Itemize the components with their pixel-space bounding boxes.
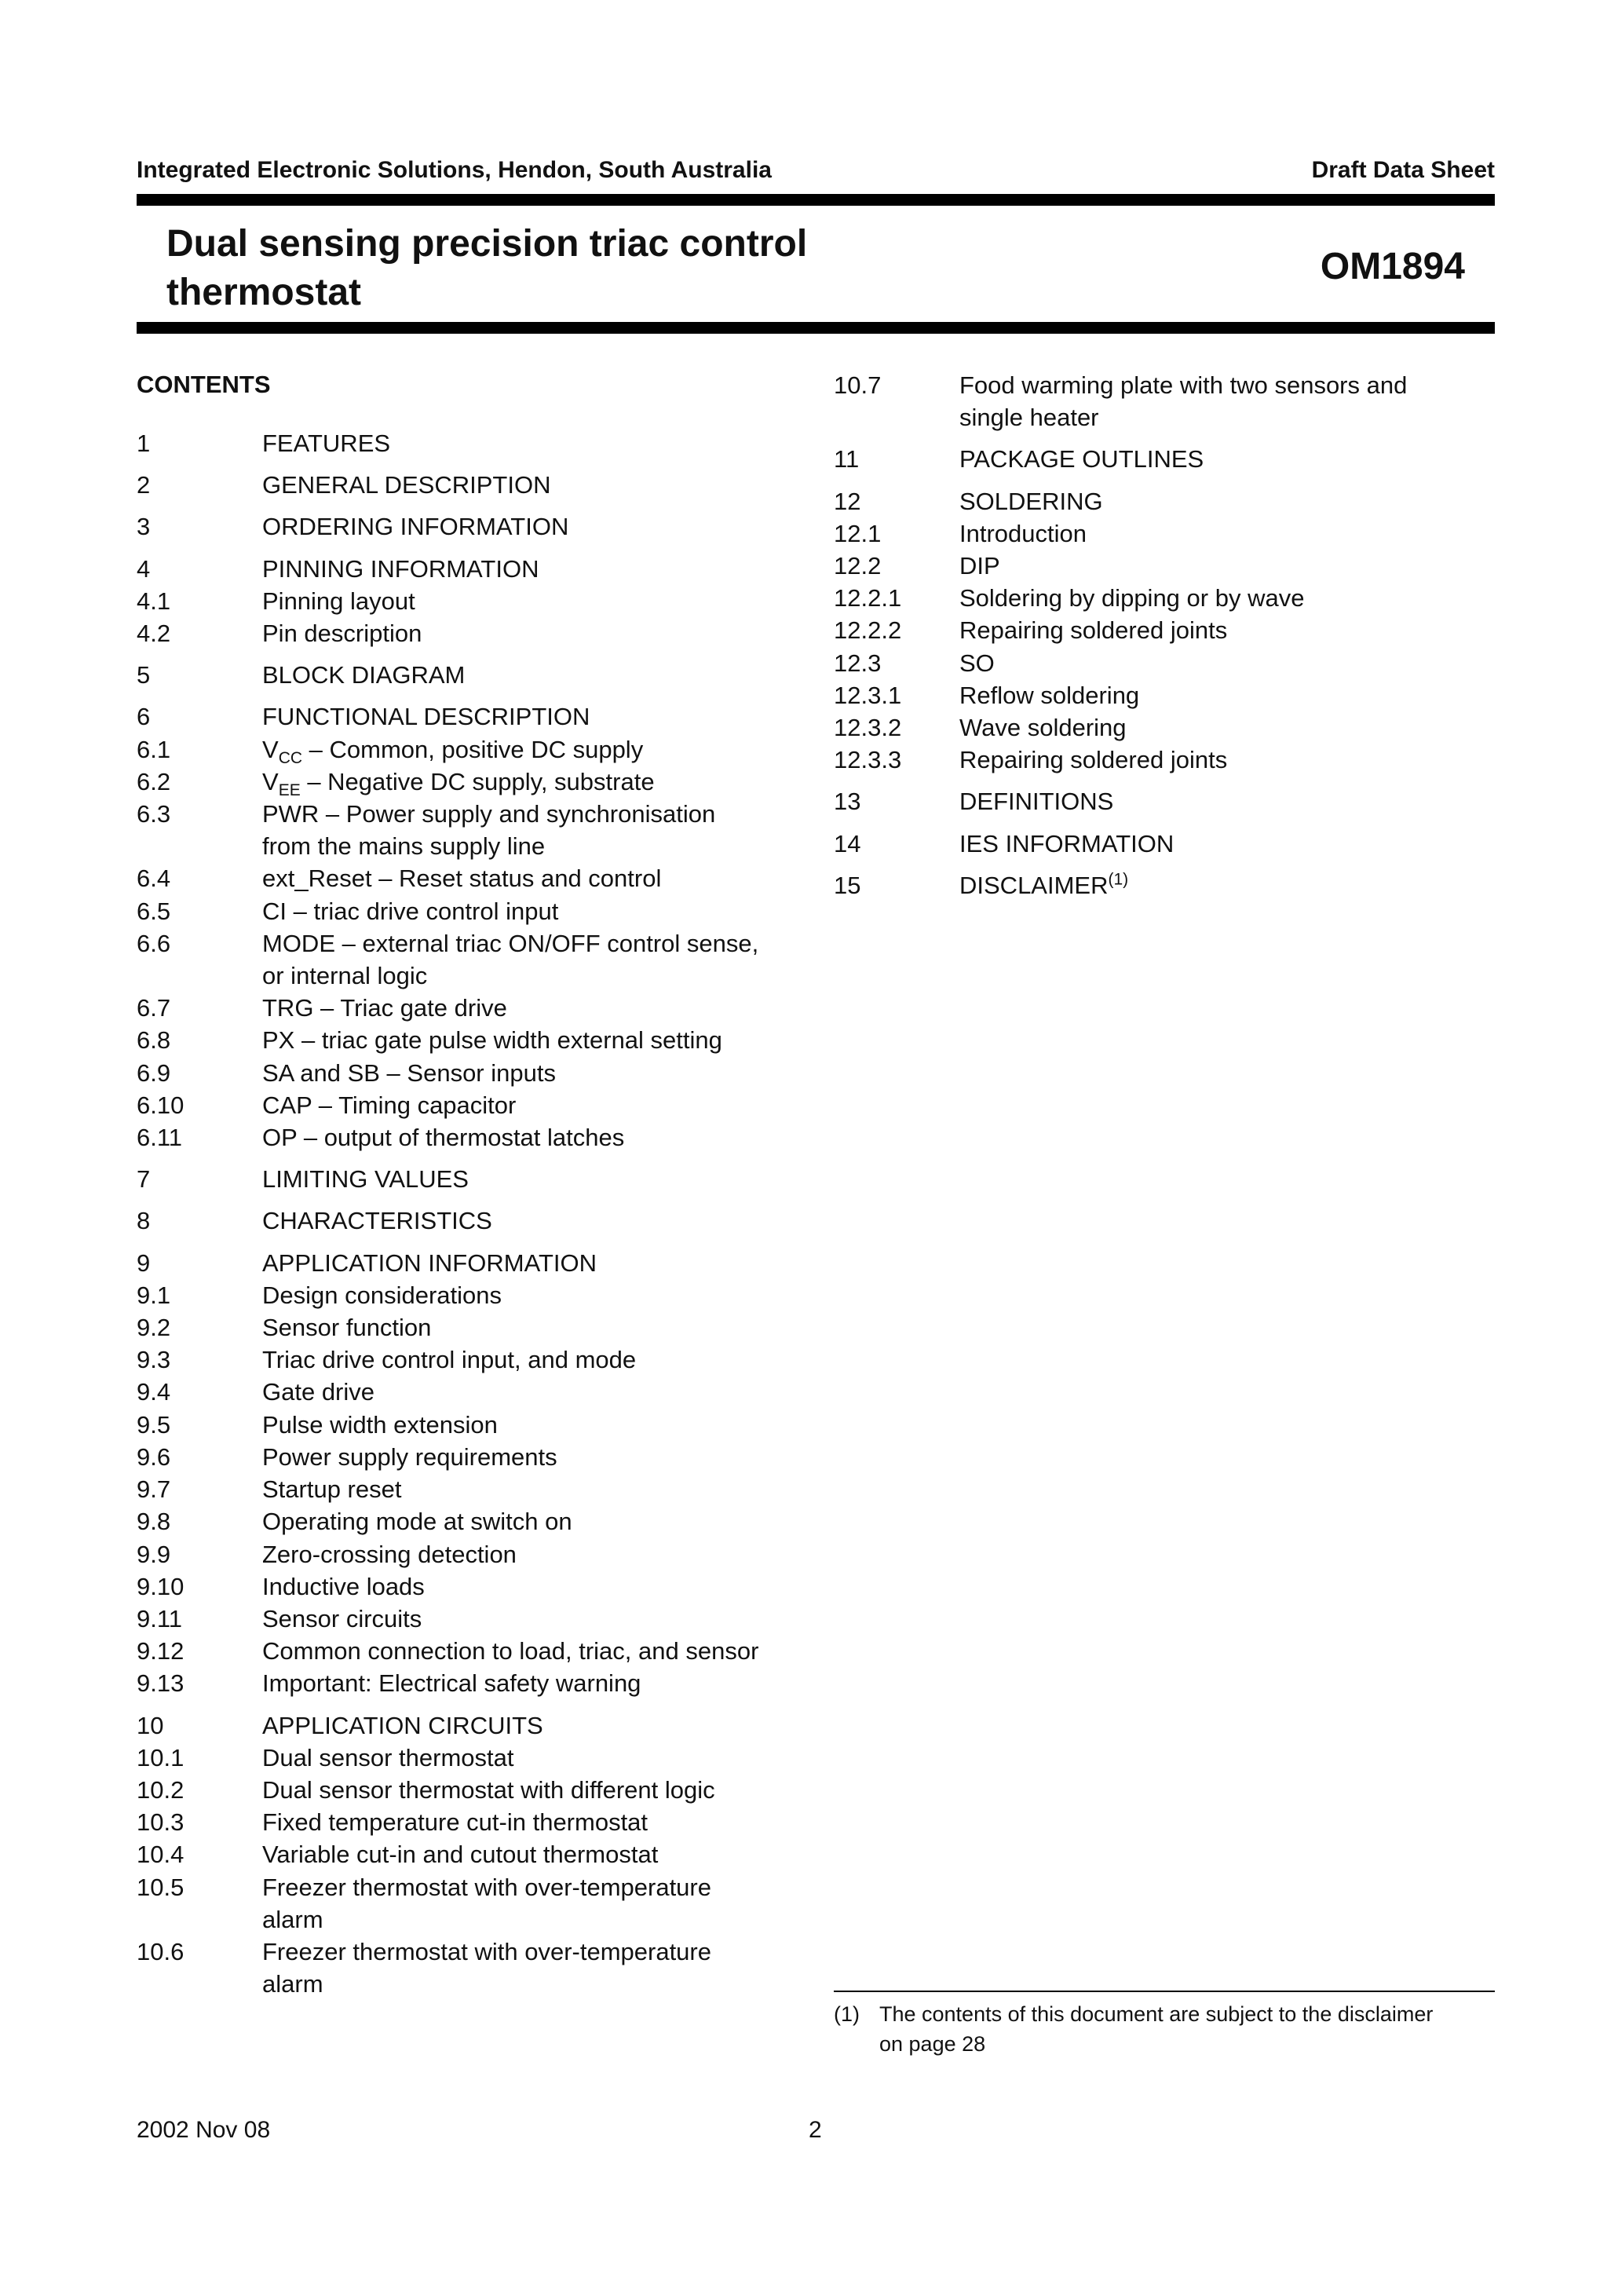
toc-title-text: PINNING INFORMATION [262,554,539,583]
toc-title-text: Operating mode at switch on [262,1508,572,1536]
toc-item[interactable] [137,1667,843,1699]
toc-title-text: CHARACTERISTICS [262,1207,492,1235]
toc-number: 6.2 [137,767,171,795]
toc-title-text: Repairing soldered joints [959,746,1228,774]
toc-title [959,517,1478,550]
toc-item[interactable] [137,1024,843,1056]
toc-title-continuation: alarm [262,1905,323,1933]
toc-title [262,1936,843,2000]
toc-number: 9.8 [137,1508,171,1536]
toc-title [262,798,843,862]
toc-title-text: PX – triac gate pulse width external setting [262,1026,722,1055]
toc-title-text: Wave soldering [959,714,1127,742]
toc-title [262,1089,843,1121]
toc-number: 12.2 [834,552,882,580]
toc-item[interactable] [834,679,1478,711]
toc-number: 9.2 [137,1314,171,1342]
toc-title-text: SOLDERING [959,487,1103,515]
title-line-1: Dual sensing precision triac control [166,223,808,265]
toc-number: 9.7 [137,1475,171,1504]
toc-title [959,828,1478,860]
toc-title-text: OP – output of thermostat latches [262,1124,625,1152]
toc-item[interactable] [137,1838,843,1870]
footnote-mark: (1) [834,2002,860,2026]
toc-title-continuation: alarm [262,1970,323,1998]
toc-item[interactable] [137,1247,843,1279]
toc-item[interactable] [137,1473,843,1505]
toc-title-continuation: or internal logic [262,962,428,990]
toc-item[interactable] [137,700,843,733]
toc-item[interactable] [137,1311,843,1344]
toc-title [262,895,843,927]
toc-title [262,700,843,733]
toc-title [959,443,1478,475]
toc-title-text: DIP [959,552,1000,580]
footnote-rule [834,1991,1495,1992]
toc-number: 6.8 [137,1026,171,1055]
toc-number: 9.12 [137,1637,184,1665]
toc-item[interactable] [137,1057,843,1089]
toc-number: 10.1 [137,1743,184,1771]
toc-title-text: Variable cut-in and cutout thermostat [262,1841,659,1869]
toc-title-text: V [262,735,279,763]
toc-number: 9.13 [137,1669,184,1698]
toc-item[interactable] [137,617,843,649]
toc-title [262,1376,843,1408]
toc-number: 6.5 [137,897,171,925]
toc-title [262,510,843,543]
toc-title [262,1603,843,1635]
toc-title [959,485,1478,517]
toc-title-text: Soldering by dipping or by wave [959,584,1305,612]
toc-number: 4.1 [137,587,171,615]
title-line-2: thermostat [166,272,362,313]
toc-number: 4.2 [137,620,171,648]
toc-number: 9.11 [137,1604,183,1632]
contents-left-column [137,369,843,2000]
toc-number: 2 [137,471,151,499]
toc-item[interactable] [834,785,1478,817]
toc-title [262,862,843,894]
toc-number: 9.9 [137,1540,171,1568]
toc-item[interactable] [137,1505,843,1537]
footnote-text [879,1999,1433,2059]
toc-number: 10.4 [137,1841,184,1869]
toc-item[interactable] [137,1441,843,1473]
toc-title-text: Inductive loads [262,1572,425,1600]
toc-number: 9.3 [137,1346,171,1374]
toc-title-text: Dual sensor thermostat [262,1743,514,1771]
toc-number: 6.3 [137,800,171,828]
toc-title-text: ext_Reset – Reset status and control [262,865,662,893]
toc-item[interactable] [137,992,843,1024]
toc-title-text: Power supply requirements [262,1442,557,1471]
toc-item[interactable] [137,895,843,927]
toc-title [262,733,843,766]
part-number: OM1894 [1320,246,1465,287]
toc-number: 6.11 [137,1124,183,1152]
toc-title-text: APPLICATION CIRCUITS [262,1711,543,1739]
toc-item[interactable] [834,744,1478,776]
toc-item[interactable] [137,1121,843,1153]
toc-title-text: SO [959,649,995,677]
toc-title-text: GENERAL DESCRIPTION [262,471,551,499]
toc-title [262,1635,843,1667]
toc-number: 12.2.1 [834,584,902,612]
toc-title [959,550,1478,582]
toc-title [262,1279,843,1311]
toc-item[interactable] [137,585,843,617]
toc-item[interactable] [137,1376,843,1408]
page-number: 2 [809,2117,822,2143]
toc-item[interactable] [137,1089,843,1121]
toc-item[interactable] [137,1635,843,1667]
toc-title-continuation: single heater [959,404,1099,432]
toc-number: 6.7 [137,994,171,1022]
toc-title [262,1473,843,1505]
toc-item[interactable] [137,1709,843,1742]
toc-item[interactable] [137,1205,843,1237]
toc-title [262,1311,843,1344]
toc-number: 7 [137,1165,151,1194]
toc-item[interactable] [137,553,843,585]
toc-title [262,1774,843,1806]
toc-number: 6.6 [137,929,171,957]
toc-title-subscript: CC [278,748,303,767]
toc-title [262,1024,843,1056]
toc-title [262,992,843,1024]
toc-number: 1 [137,430,151,457]
toc-title-text: Design considerations [262,1281,502,1309]
toc-item[interactable] [137,927,843,992]
toc-item[interactable] [834,517,1478,550]
toc-item[interactable] [834,828,1478,860]
toc-item[interactable] [834,614,1478,646]
toc-title [262,469,843,501]
toc-title [262,659,843,691]
toc-title [262,617,843,649]
toc-number: 9.10 [137,1572,184,1600]
toc-title [262,1505,843,1537]
toc-title [262,1247,843,1279]
toc-title [262,427,843,459]
toc-list-left [137,427,843,2000]
toc-title [959,869,1478,901]
toc-number: 11 [834,445,860,473]
toc-number: 10.3 [137,1808,184,1837]
toc-number: 10.5 [137,1873,184,1901]
toc-number: 13 [834,788,861,816]
toc-title-text: ORDERING INFORMATION [262,513,569,541]
toc-item[interactable] [137,469,843,501]
toc-item[interactable] [137,798,843,862]
toc-title [959,744,1478,776]
toc-title-text: Freezer thermostat with over-temperature [262,1873,711,1901]
toc-title-text: Pulse width extension [262,1410,498,1439]
header-doc-type: Draft Data Sheet [1311,157,1495,183]
toc-title [262,1409,843,1441]
toc-item[interactable] [834,369,1478,433]
toc-title-text: BLOCK DIAGRAM [262,661,466,689]
toc-number: 12.1 [834,519,882,547]
toc-title-continuation: from the mains supply line [262,832,546,861]
toc-title [262,1205,843,1237]
toc-item[interactable] [137,1570,843,1603]
toc-title [262,1742,843,1774]
toc-title-text: Common connection to load, triac, and sensor [262,1637,759,1665]
toc-title-text: CAP – Timing capacitor [262,1091,517,1119]
toc-item[interactable] [834,647,1478,679]
toc-title-rest: – Common, positive DC supply [302,735,644,763]
toc-item[interactable] [137,1279,843,1311]
contents-right-column [834,369,1478,901]
toc-number: 3 [137,513,151,541]
header-rule [137,194,1495,206]
toc-item[interactable] [137,1806,843,1838]
toc-title-subscript: EE [278,781,301,800]
toc-number: 9.4 [137,1378,171,1406]
toc-number: 9.1 [137,1281,171,1309]
toc-title-text: DISCLAIMER [959,871,1109,899]
toc-title-text: Important: Electrical safety warning [262,1669,641,1698]
contents-heading: CONTENTS [137,371,271,398]
toc-number: 15 [834,871,861,899]
toc-list-right [834,369,1478,901]
toc-title-text: CI – triac drive control input [262,897,559,925]
toc-number: 4 [137,554,151,583]
toc-title [262,1538,843,1570]
toc-title-text: Repairing soldered joints [959,616,1228,645]
toc-title [262,553,843,585]
footnote-line-1: The contents of this document are subject to the disclaimer [879,2002,1434,2026]
toc-number: 6.10 [137,1091,184,1119]
toc-title-superscript: (1) [1108,870,1129,889]
toc-title [262,927,843,992]
toc-number: 9 [137,1249,151,1277]
toc-title [262,1570,843,1603]
toc-item[interactable] [137,1871,843,1936]
toc-item[interactable] [137,1163,843,1195]
toc-number: 12.3.1 [834,681,902,709]
toc-title-text: Food warming plate with two sensors and [959,371,1408,399]
toc-number: 12.3 [834,649,882,677]
toc-item[interactable] [834,550,1478,582]
toc-title [262,766,843,798]
title-rule [137,322,1495,334]
toc-title [262,1871,843,1936]
toc-item[interactable] [137,1538,843,1570]
toc-item[interactable] [137,733,843,766]
toc-number: 5 [137,661,151,689]
toc-number: 10.2 [137,1775,184,1804]
toc-item[interactable] [834,582,1478,614]
toc-number: 10.6 [137,1937,184,1965]
toc-title-text: Gate drive [262,1378,375,1406]
toc-item[interactable] [834,869,1478,901]
toc-title [959,785,1478,817]
footnote [834,1999,1495,2059]
toc-title-text: V [262,767,279,795]
toc-title-text: Reflow soldering [959,681,1140,709]
footnote-line-2: on page 28 [879,2032,986,2056]
toc-number: 12.3.3 [834,746,902,774]
toc-number: 6.1 [137,735,171,763]
toc-title-text: SA and SB – Sensor inputs [262,1058,556,1087]
toc-title-text: PACKAGE OUTLINES [959,445,1204,473]
toc-title-text: IES INFORMATION [959,829,1174,857]
toc-number: 12.2.2 [834,616,902,645]
toc-title-text: Pin description [262,620,422,648]
toc-item[interactable] [137,427,843,459]
toc-title-text: Startup reset [262,1475,402,1504]
toc-number: 6.4 [137,865,171,893]
toc-number: 6.9 [137,1058,171,1087]
toc-number: 10 [137,1711,164,1739]
toc-item[interactable] [137,1742,843,1774]
toc-item[interactable] [834,443,1478,475]
toc-title-text: Sensor circuits [262,1604,422,1632]
toc-title [262,1441,843,1473]
toc-title [959,647,1478,679]
toc-title-text: PWR – Power supply and synchronisation [262,800,716,828]
toc-title [959,711,1478,744]
toc-number: 9.5 [137,1410,171,1439]
toc-title [959,679,1478,711]
toc-title-text: TRG – Triac gate drive [262,994,507,1022]
toc-title [262,1344,843,1376]
toc-title-text: Triac drive control input, and mode [262,1346,637,1374]
toc-number: 9.6 [137,1442,171,1471]
toc-title [262,1163,843,1195]
toc-title [959,614,1478,646]
toc-title-text: FUNCTIONAL DESCRIPTION [262,703,590,731]
footer-date: 2002 Nov 08 [137,2117,271,2143]
toc-title-text: LIMITING VALUES [262,1165,469,1194]
toc-number: 14 [834,829,861,857]
toc-title-text: APPLICATION INFORMATION [262,1249,597,1277]
toc-title [959,582,1478,614]
toc-title-text: Zero-crossing detection [262,1540,517,1568]
toc-title-text: Fixed temperature cut-in thermostat [262,1808,648,1837]
toc-title-text: Freezer thermostat with over-temperature [262,1937,711,1965]
toc-item[interactable] [137,1774,843,1806]
toc-title-text: Dual sensor thermostat with different logic [262,1775,715,1804]
toc-item[interactable] [137,510,843,543]
toc-number: 8 [137,1207,151,1235]
header-company: Integrated Electronic Solutions, Hendon, South Australia [137,157,772,183]
toc-title-text: Sensor function [262,1314,432,1342]
toc-title-text: FEATURES [262,430,391,457]
page-title [166,220,952,317]
toc-item[interactable] [834,711,1478,744]
toc-title-text: DEFINITIONS [959,788,1114,816]
toc-item[interactable] [137,1936,843,2000]
toc-number: 10.7 [834,371,882,399]
toc-number: 12.3.2 [834,714,902,742]
toc-number: 12 [834,487,861,515]
toc-title [262,1806,843,1838]
toc-title-rest: – Negative DC supply, substrate [300,767,655,795]
toc-item[interactable] [137,1603,843,1635]
toc-title [262,585,843,617]
toc-item[interactable] [137,862,843,894]
toc-title [262,1709,843,1742]
toc-title-text: Introduction [959,519,1087,547]
toc-title [262,1121,843,1153]
toc-title [959,369,1478,433]
toc-item[interactable] [834,485,1478,517]
toc-title-text: MODE – external triac ON/OFF control sense, [262,929,759,957]
toc-item[interactable] [137,1344,843,1376]
toc-item[interactable] [137,1409,843,1441]
toc-title [262,1667,843,1699]
toc-number: 6 [137,703,151,731]
toc-title-text: Pinning layout [262,587,415,615]
toc-title [262,1057,843,1089]
toc-item[interactable] [137,659,843,691]
toc-item[interactable] [137,766,843,798]
toc-title [262,1838,843,1870]
